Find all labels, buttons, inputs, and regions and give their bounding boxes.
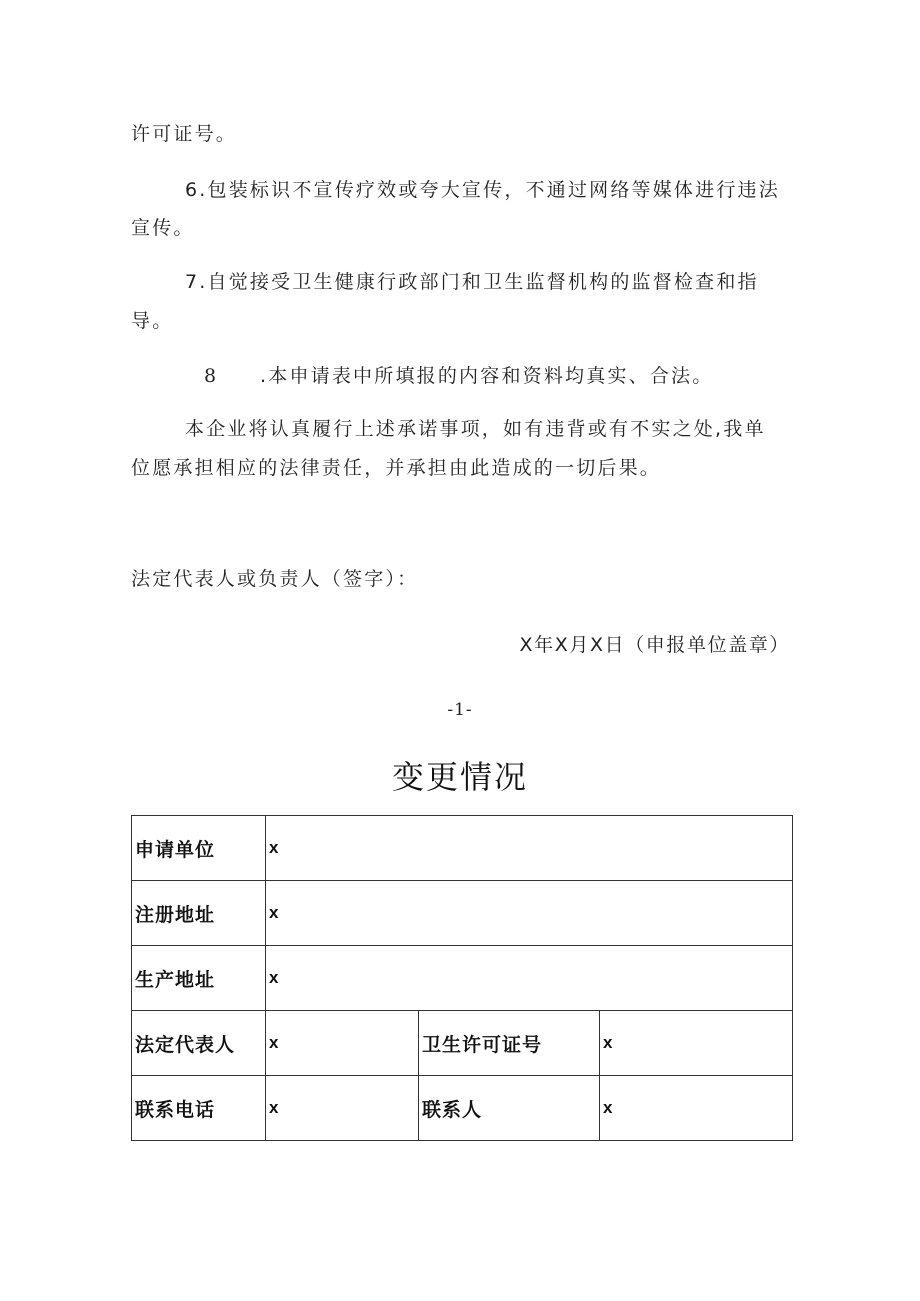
reg-address-value: x (266, 881, 793, 946)
table-row (132, 946, 793, 1011)
table-row (132, 1011, 793, 1076)
pledge-line2: 位愿承担相应的法律责任，并承担由此造成的一切后果。 (131, 457, 662, 479)
legal-rep-label: 法定代表人 (132, 1011, 266, 1076)
item8-number: 8 (204, 365, 217, 387)
legal-rep-value: x (266, 1011, 419, 1076)
item6-line1: 6.包装标识不宣传疗效或夸大宣传，不通过网络等媒体进行违法 (185, 179, 780, 201)
contact-label: 联系人 (419, 1076, 600, 1141)
item7-line2: 导。 (131, 310, 174, 332)
prod-address-value: x (266, 946, 793, 1011)
change-info-table (131, 815, 793, 1141)
phone-label: 联系电话 (132, 1076, 266, 1141)
signature-label: 法定代表人或负责人（签字）： (131, 568, 419, 590)
pledge-line1: 本企业将认真履行上述承诺事项，如有违背或有不实之处,我单 (185, 418, 766, 440)
applicant-value: x (266, 816, 793, 881)
table-row (132, 816, 793, 881)
date-line: X年X月X日（申报单位盖章） (519, 634, 790, 656)
license-value: x (600, 1011, 793, 1076)
prod-address-label: 生产地址 (132, 946, 266, 1011)
phone-value: x (266, 1076, 419, 1141)
applicant-label: 申请单位 (132, 816, 266, 881)
table-row (132, 881, 793, 946)
contact-value: x (600, 1076, 793, 1141)
item6-line2: 宣传。 (131, 217, 195, 239)
table-row (132, 1076, 793, 1141)
item8-text: .本申请表中所填报的内容和资料均真实、合法。 (260, 365, 714, 387)
section-title: 变更情况 (391, 758, 528, 796)
item5-tail: 许可证号。 (131, 123, 238, 145)
item8 (204, 364, 713, 388)
page-number: -1- (447, 700, 473, 720)
item7-line1: 7.自觉接受卫生健康行政部门和卫生监督机构的监督检查和指 (185, 271, 759, 293)
license-label: 卫生许可证号 (419, 1011, 600, 1076)
reg-address-label: 注册地址 (132, 881, 266, 946)
